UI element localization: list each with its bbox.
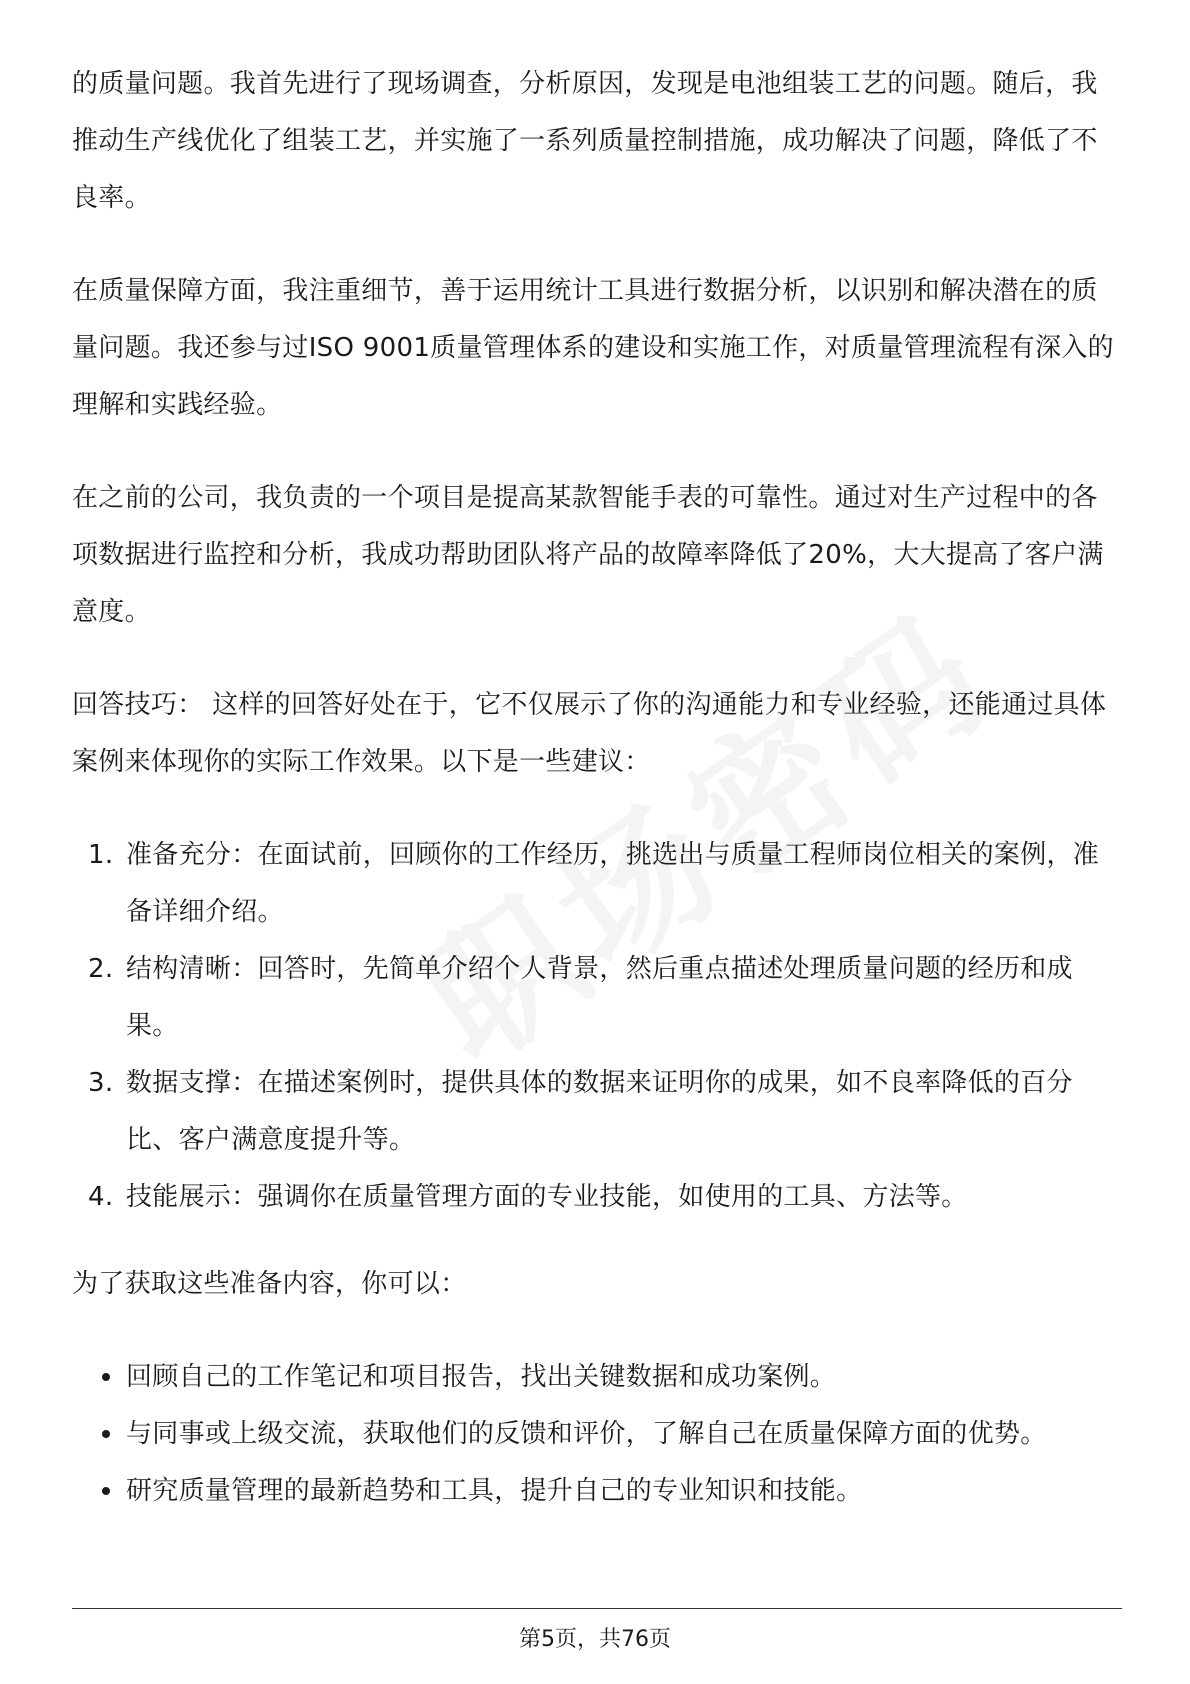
footer-divider <box>72 1608 1122 1609</box>
paragraph-3: 在之前的公司，我负责的一个项目是提高某款智能手表的可靠性。通过对生产过程中的各项数据进行监控和分析，我成功帮助团队将产品的故障率降低了20%，大大提高了客户满意度。 <box>72 483 1104 627</box>
list-item <box>72 941 1122 1055</box>
list-item <box>72 1055 1122 1169</box>
list-item <box>72 827 1122 941</box>
list-number: 3. <box>88 1068 114 1098</box>
list-item-text: 回顾自己的工作笔记和项目报告，找出关键数据和成功案例。 <box>126 1362 837 1392</box>
list-item-text: 研究质量管理的最新趋势和工具，提升自己的专业知识和技能。 <box>126 1476 863 1506</box>
bullet-list <box>72 1349 1122 1520</box>
paragraph-1: 的质量问题。我首先进行了现场调查，分析原因，发现是电池组装工艺的问题。随后，我推动生产线优化了组装工艺，并实施了一系列质量控制措施，成功解决了问题，降低了不良率。 <box>72 69 1098 213</box>
list-item-text: 与同事或上级交流，获取他们的反馈和评价，了解自己在质量保障方面的优势。 <box>126 1419 1047 1449</box>
page-content <box>72 56 1122 1520</box>
list-item <box>72 1406 1122 1463</box>
numbered-list <box>72 827 1122 1226</box>
list-item <box>72 1463 1122 1520</box>
list-item <box>72 1349 1122 1406</box>
page-number: 第5页，共76页 <box>519 1627 671 1652</box>
list-item <box>72 1169 1122 1226</box>
bullet-icon <box>102 1373 110 1381</box>
list-item-text: 数据支撑：在描述案例时，提供具体的数据来证明你的成果，如不良率降低的百分比、客户满意度提升等。 <box>126 1068 1073 1155</box>
list-item-text: 准备充分：在面试前，回顾你的工作经历，挑选出与质量工程师岗位相关的案例，准备详细介绍。 <box>126 840 1100 927</box>
paragraph-answer-tips: 回答技巧： 这样的回答好处在于，它不仅展示了你的沟通能力和专业经验，还能通过具体案例来体现你的实际工作效果。以下是一些建议： <box>72 690 1107 777</box>
lead-in-paragraph: 为了获取这些准备内容，你可以： <box>72 1269 467 1299</box>
list-number: 2. <box>88 954 114 984</box>
list-number: 4. <box>88 1182 114 1212</box>
paragraph-2: 在质量保障方面，我注重细节，善于运用统计工具进行数据分析，以识别和解决潜在的质量问题。我还参与过ISO 9001质量管理体系的建设和实施工作，对质量管理流程有深入的理解和实践经验。 <box>72 276 1114 420</box>
list-item-text: 技能展示：强调你在质量管理方面的专业技能，如使用的工具、方法等。 <box>126 1182 968 1212</box>
bullet-icon <box>102 1430 110 1438</box>
list-number: 1. <box>88 840 114 870</box>
list-item-text: 结构清晰：回答时，先简单介绍个人背景，然后重点描述处理质量问题的经历和成果。 <box>126 954 1073 1041</box>
bullet-icon <box>102 1487 110 1495</box>
